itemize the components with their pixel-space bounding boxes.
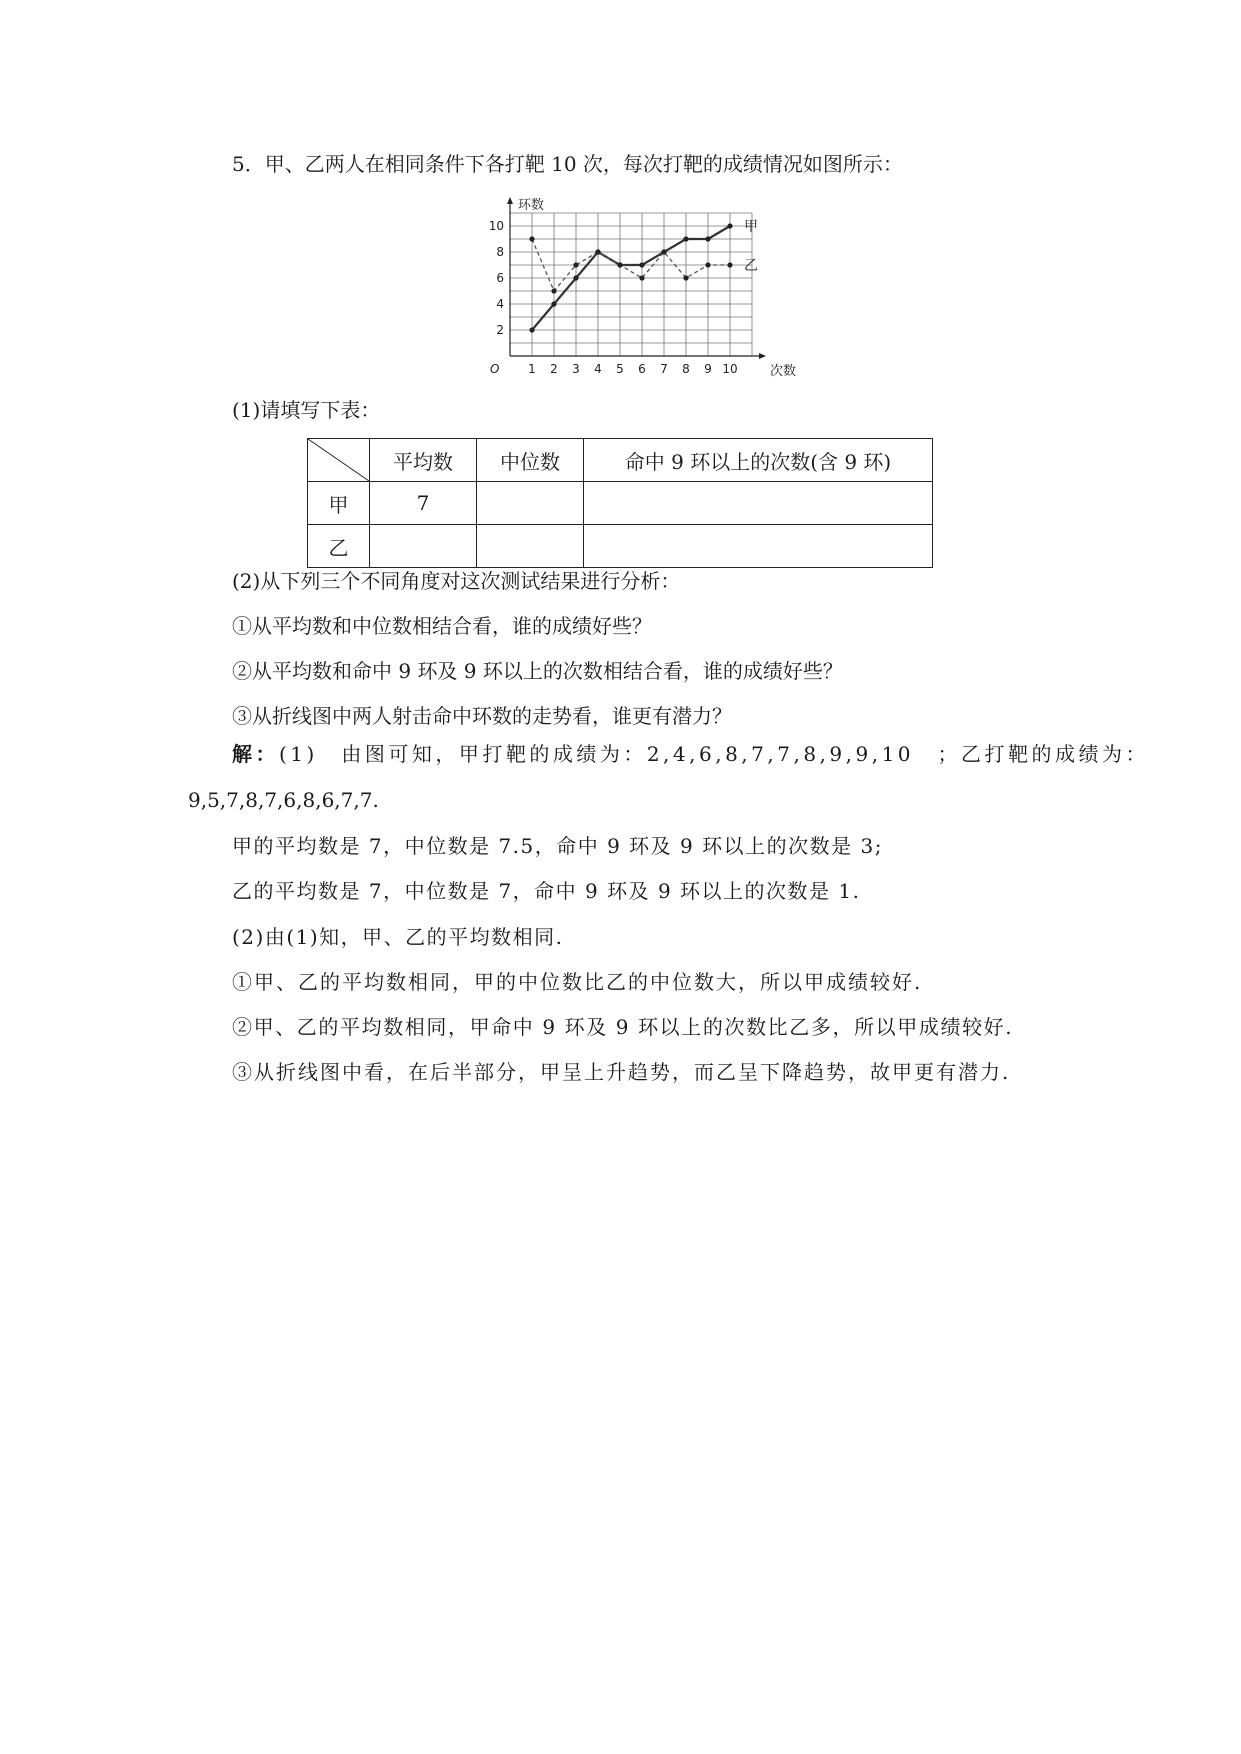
header-mean: 平均数: [370, 439, 477, 482]
row-label-jia: 甲: [308, 482, 370, 525]
data-point: [573, 262, 578, 267]
x-tick-label: 9: [704, 362, 712, 376]
data-point: [639, 275, 644, 280]
part2-item: ③从折线图中两人射击命中环数的走势看，谁更有潜力？: [232, 704, 732, 728]
table-row: [308, 482, 933, 525]
cell-jia-hits: [584, 482, 933, 525]
series-label: 甲: [744, 219, 758, 235]
part1-prompt: (1)请填写下表：: [232, 398, 381, 422]
data-point: [661, 249, 666, 254]
data-point: [551, 301, 556, 306]
data-point: [727, 223, 732, 228]
table-row: [308, 525, 933, 568]
solution-line: 甲的平均数是 7，中位数是 7.5，命中 9 环及 9 环以上的次数是 3;: [232, 834, 883, 858]
x-tick-label: 2: [550, 362, 558, 376]
x-tick-label: 4: [594, 362, 602, 376]
header-median: 中位数: [477, 439, 584, 482]
question-number: 5: [232, 152, 245, 176]
solution-line: [232, 740, 1149, 768]
part2-item: ②从平均数和命中 9 环及 9 环以上的次数相结合看，谁的成绩好些？: [232, 659, 843, 683]
x-tick-label: 10: [722, 362, 738, 376]
part2-prompt: (2)从下列三个不同角度对这次测试结果进行分析：: [232, 569, 681, 593]
x-tick-label: 5: [616, 362, 624, 376]
data-point: [595, 249, 600, 254]
header-hits: 命中 9 环以上的次数(含 9 环): [584, 439, 933, 482]
series-label: 乙: [744, 258, 758, 274]
y-tick-label: 4: [496, 297, 504, 311]
line-chart: [470, 192, 797, 382]
question-text: 甲、乙两人在相同条件下各打靶 10 次，每次打靶的成绩情况如图所示：: [264, 152, 903, 176]
y-axis-arrow: [507, 197, 513, 204]
y-tick-label: 6: [496, 271, 504, 285]
x-axis-arrow: [759, 353, 766, 359]
cell-jia-median: [477, 482, 584, 525]
data-point: [573, 275, 578, 280]
cell-yi-mean: [370, 525, 477, 568]
solution-line: (2)由(1)知，甲、乙的平均数相同.: [232, 925, 564, 949]
row-label-yi: 乙: [308, 525, 370, 568]
x-tick-label: 8: [682, 362, 690, 376]
solution-line: 9,5,7,8,7,6,8,6,7,7.: [188, 788, 379, 812]
cell-yi-median: [477, 525, 584, 568]
part2-item: ①从平均数和中位数相结合看，谁的成绩好些？: [232, 614, 652, 638]
y-tick-label: 2: [496, 323, 504, 337]
data-point: [639, 262, 644, 267]
table-header-row: [308, 439, 933, 482]
cell-jia-mean: 7: [370, 482, 477, 525]
diagonal-header-cell: [308, 439, 370, 482]
x-axis-label: 次数: [770, 364, 797, 379]
data-point: [529, 327, 534, 332]
data-point: [529, 236, 534, 241]
data-point: [705, 236, 710, 241]
data-point: [683, 275, 688, 280]
y-axis-label: 环数: [518, 198, 545, 213]
data-point: [683, 236, 688, 241]
solution-line: ①甲、乙的平均数相同，甲的中位数比乙的中位数大，所以甲成绩较好.: [232, 970, 923, 994]
origin-label: O: [490, 362, 500, 376]
solution-line: ②甲、乙的平均数相同，甲命中 9 环及 9 环以上的次数比乙多，所以甲成绩较好.: [232, 1015, 1014, 1039]
data-point: [727, 262, 732, 267]
data-point: [617, 262, 622, 267]
x-tick-label: 7: [660, 362, 668, 376]
x-tick-label: 1: [528, 362, 536, 376]
fill-in-table: [307, 438, 933, 568]
solution-label: 解：: [232, 742, 279, 766]
question-stem: 5．甲、乙两人在相同条件下各打靶 10 次，每次打靶的成绩情况如图所示：: [232, 152, 903, 176]
y-tick-label: 8: [496, 245, 504, 259]
solution-text: (1) 由图可知，甲打靶的成绩为：2,4,6,8,7,7,8,9,9,10 ；乙打靶的成绩为：: [279, 742, 1150, 766]
data-point: [705, 262, 710, 267]
cell-yi-hits: [584, 525, 933, 568]
data-point: [551, 288, 556, 293]
solution-line: 乙的平均数是 7，中位数是 7，命中 9 环及 9 环以上的次数是 1.: [232, 879, 861, 903]
x-tick-label: 6: [638, 362, 646, 376]
solution-line: ③从折线图中看，在后半部分，甲呈上升趋势，而乙呈下降趋势，故甲更有潜力.: [232, 1060, 1011, 1084]
x-tick-label: 3: [572, 362, 580, 376]
y-tick-label: 10: [488, 219, 504, 233]
